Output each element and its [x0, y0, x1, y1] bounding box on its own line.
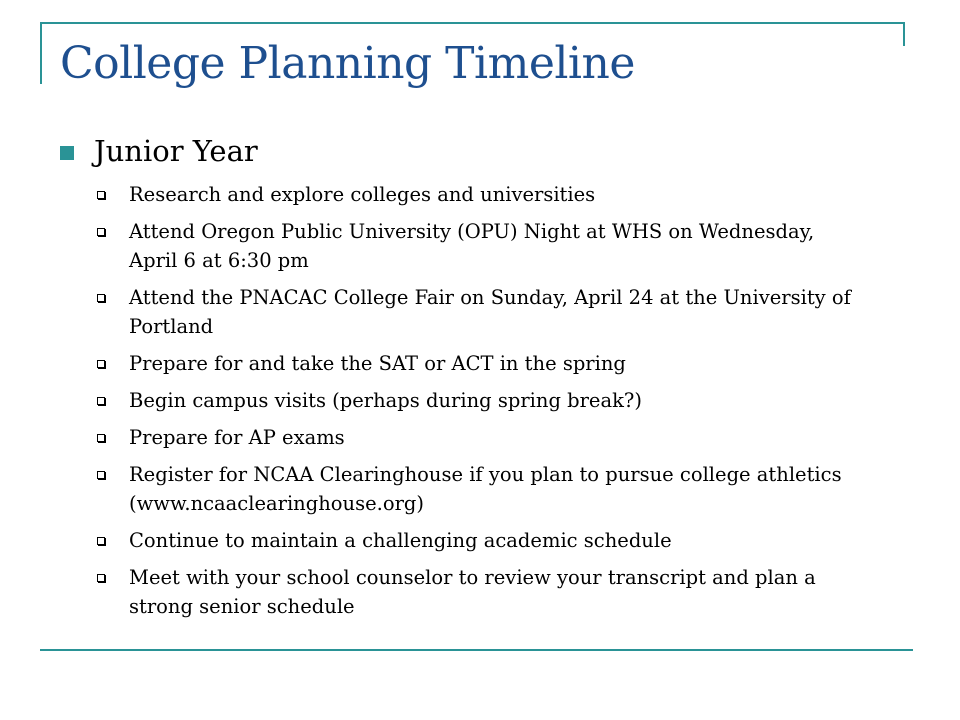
- list-item: [95, 180, 865, 209]
- checkbox-bullet-icon: [97, 360, 105, 368]
- section-label: Junior Year: [94, 134, 258, 168]
- list-item: [95, 283, 865, 341]
- list-item-text: Prepare for and take the SAT or ACT in the spring: [129, 352, 626, 375]
- checkbox-bullet-icon: [97, 397, 105, 405]
- slide-title: College Planning Timeline: [60, 38, 635, 89]
- section-heading: [60, 134, 258, 168]
- square-bullet-icon: [60, 146, 74, 160]
- checkbox-bullet-icon: [97, 228, 105, 236]
- list-item-text: Begin campus visits (perhaps during spring break?): [129, 389, 642, 412]
- checkbox-bullet-icon: [97, 294, 105, 302]
- list-item: [95, 217, 865, 275]
- list-item: [95, 386, 865, 415]
- list-item: [95, 349, 865, 378]
- checkbox-bullet-icon: [97, 537, 105, 545]
- frame-top-line: [40, 22, 905, 24]
- list-item-text: Meet with your school counselor to review your transcript and plan a strong senior schedule: [129, 566, 816, 618]
- list-item-text: Prepare for AP exams: [129, 426, 345, 449]
- checkbox-bullet-icon: [97, 574, 105, 582]
- list-item: [95, 460, 865, 518]
- checkbox-bullet-icon: [97, 191, 105, 199]
- list-item-text: Attend Oregon Public University (OPU) Night at WHS on Wednesday, April 6 at 6:30 pm: [129, 220, 815, 272]
- frame-right-tick: [903, 22, 905, 46]
- list-item: [95, 563, 865, 621]
- list-item-text: Register for NCAA Clearinghouse if you plan to pursue college athletics (www.ncaaclearinghouse.org): [129, 463, 842, 515]
- list-item-text: Research and explore colleges and universities: [129, 183, 596, 206]
- frame-left-line: [40, 22, 42, 84]
- frame-bottom-line: [40, 649, 913, 651]
- checkbox-bullet-icon: [97, 471, 105, 479]
- list-item: [95, 526, 865, 555]
- list-item-text: Attend the PNACAC College Fair on Sunday, April 24 at the University of Portland: [129, 286, 851, 338]
- list-item: [95, 423, 865, 452]
- timeline-list: [95, 180, 865, 629]
- checkbox-bullet-icon: [97, 434, 105, 442]
- list-item-text: Continue to maintain a challenging academic schedule: [129, 529, 672, 552]
